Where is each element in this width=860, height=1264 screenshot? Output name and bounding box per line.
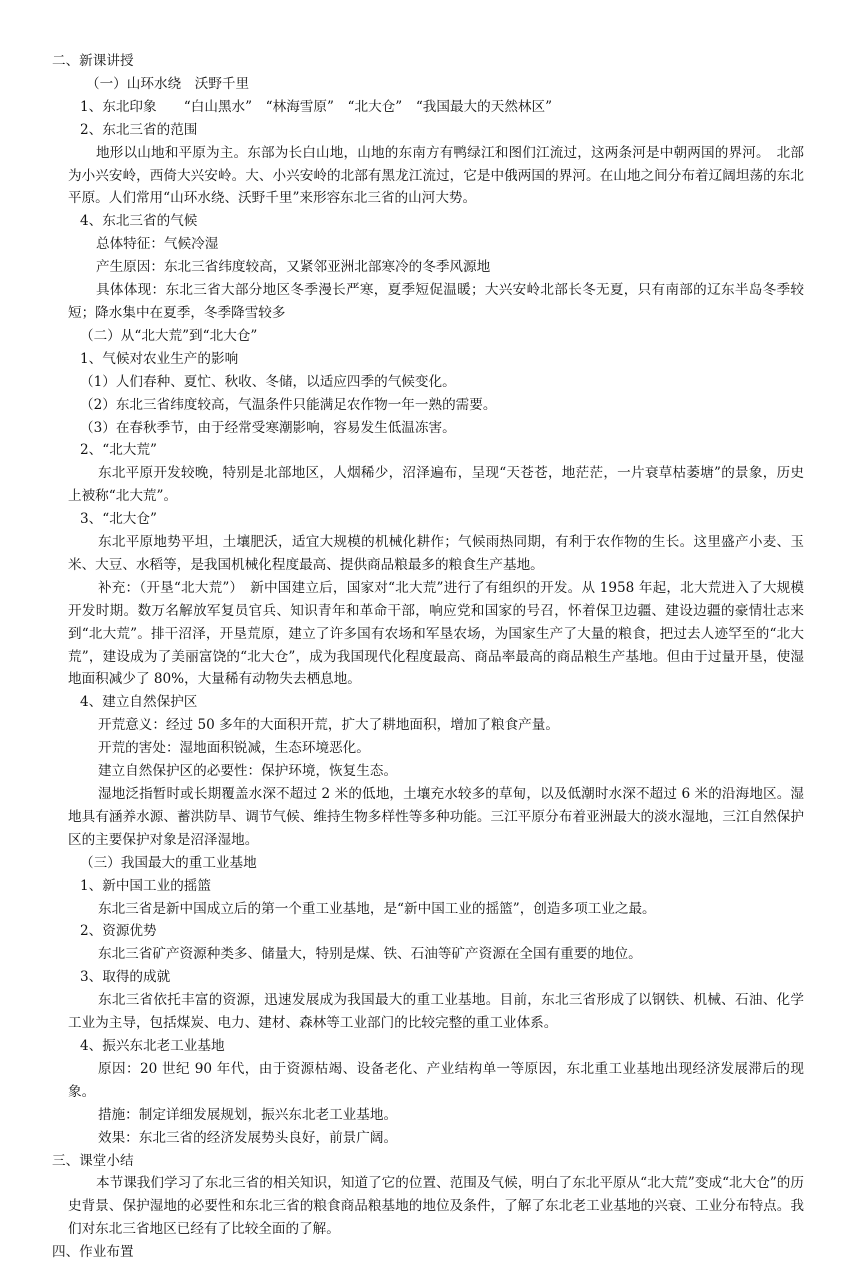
heading-line: 开荒意义：经过 50 多年的大面积开荒，扩大了耕地面积，增加了粮食产量。: [98, 717, 559, 734]
heading-line: （1）人们春种、夏忙、秋收、冬储，以适应四季的气候变化。: [80, 373, 456, 390]
heading-line: （二）从“北大荒”到“北大仓”: [80, 327, 258, 344]
heading-line: 4、振兴东北老工业基地: [80, 1037, 225, 1054]
paragraph: 地形以山地和平原为主。东部为长白山地，山地的东南方有鸭绿江和图们江流过，这两条河是中朝两国的界河。 北部为小兴安岭，西倚大兴安岭。大、小兴安岭的北部有黑龙江流过，它是中俄两国的界河。在山地之间分布着辽阔坦荡的东北平原。人们常用“山环水绕、沃野千里”来形容东北三省的山河大势。: [68, 144, 804, 207]
document-page: [0, 50, 860, 1264]
heading-line: （三）我国最大的重工业基地: [80, 854, 257, 871]
heading-line: 2、资源优势: [80, 923, 157, 940]
heading-line: 二、新课讲授: [52, 53, 134, 69]
paragraph: 东北平原开发较晚，特别是北部地区，人烟稀少，沼泽遍布，呈现“天苍苍，地茫茫，一片衰草枯萎塘”的景象，历史上被称“北大荒”。: [68, 465, 804, 505]
paragraph: 湿地泛指暂时或长期覆盖水深不超过 2 米的低地，土壤充水较多的草甸，以及低潮时水深不超过 6 米的沿海地区。湿地具有涵养水源、蓄洪防旱、调节气候、维持生物多样性等多种功能。三江平原分布着亚洲最大的淡水湿地，三江自然保护区的主要保护对象是沼泽湿地。: [68, 786, 804, 848]
heading-line: 1、东北印象 “白山黑水” “林海雪原” “北大仓” “我国最大的天然林区”: [80, 98, 553, 115]
heading-line: 总体特征：气候冷湿: [96, 236, 219, 253]
heading-line: （3）在春秋季节，由于经常受寒潮影响，容易发生低温冻害。: [80, 419, 456, 436]
heading-line: 3、取得的成就: [80, 969, 171, 986]
heading-line: 4、东北三省的气候: [80, 213, 198, 230]
paragraph: 具体体现：东北三省大部分地区冬季漫长严寒，夏季短促温暖；大兴安岭北部长冬无夏，只有南部的辽东半岛冬季较短；降水集中在夏季，冬季降雪较多: [68, 282, 804, 321]
paragraph: 原因：20 世纪 90 年代，由于资源枯竭、设备老化、产业结构单一等原因，东北重工业基地出现经济发展滞后的现象。: [68, 1060, 804, 1100]
paragraph: 东北三省依托丰富的资源，迅速发展成为我国最大的重工业基地。目前，东北三省形成了以钢铁、机械、石油、化学工业为主导，包括煤炭、电力、建材、森林等工业部门的比较完整的重工业体系。: [68, 992, 804, 1032]
heading-line: 开荒的害处：湿地面积锐减，生态环境恶化。: [98, 740, 370, 757]
paragraph: 补充：（开垦“北大荒”） 新中国建立后，国家对“北大荒”进行了有组织的开发。从 1958 年起，北大荒进入了大规模开发时期。数万名解放军复员官兵、知识青年和革命干部，响应党和国家的号召，怀着保卫边疆、建设边疆的豪情壮志来到“北大荒”。排干沼泽，开垦荒原，建立了许多国有农场和军垦农场，为国家生产了大量的粮食，把过去人迹罕至的“北大荒”，建设成为了美丽富饶的“北大仓”，成为我国现代化程度最高、商品率最高的商品粮生产基地。但由于过量开垦，使湿地面积减少了 80%，大量稀有动物失去栖息地。: [68, 579, 804, 688]
heading-line: 措施：制定详细发展规划，振兴东北老工业基地。: [98, 1106, 398, 1123]
heading-line: 东北三省矿产资源种类多、储量大，特别是煤、铁、石油等矿产资源在全国有重要的地位。: [98, 946, 642, 963]
heading-line: 1、新中国工业的摇篮: [80, 877, 211, 894]
heading-line: 2、“北大荒”: [80, 442, 157, 459]
heading-line: 2、东北三省的范围: [80, 121, 198, 138]
paragraph: 本节课我们学习了东北三省的相关知识，知道了它的位置、范围及气候，明白了东北平原从“北大荒”变成“北大仓”的历史背景、保护湿地的必要性和东北三省的粮食商品粮基地的地位及条件，了解了东北老工业基地的兴衰、工业分布特点。我们对东北三省地区已经有了比较全面的了解。: [68, 1175, 804, 1238]
heading-line: 4、建立自然保护区: [80, 694, 198, 711]
heading-line: 产生原因：东北三省纬度较高，又紧邻亚洲北部寒冷的冬季风源地: [96, 259, 491, 276]
heading-line: 建立自然保护区的必要性：保护环境，恢复生态。: [98, 763, 398, 780]
heading-line: （一）山环水绕 沃野千里: [86, 75, 250, 92]
heading-line: 1、气候对农业生产的影响: [80, 350, 239, 367]
heading-line: 3、“北大仓”: [80, 511, 157, 528]
heading-line: 三、课堂小结: [52, 1152, 134, 1169]
heading-line: 效果：东北三省的经济发展势头良好，前景广阔。: [98, 1129, 398, 1146]
paragraph: 东北平原地势平坦，土壤肥沃，适宜大规模的机械化耕作；气候雨热同期，有利于农作物的生长。这里盛产小麦、玉米、大豆、水稻等，是我国机械化程度最高、提供商品粮最多的粮食生产基地。: [68, 534, 804, 573]
heading-line: 四、作业布置: [52, 1244, 134, 1261]
heading-line: 东北三省是新中国成立后的第一个重工业基地，是“新中国工业的摇篮”，创造多项工业之最。: [98, 900, 656, 917]
heading-line: （2）东北三省纬度较高，气温条件只能满足农作物一年一熟的需要。: [80, 396, 497, 413]
